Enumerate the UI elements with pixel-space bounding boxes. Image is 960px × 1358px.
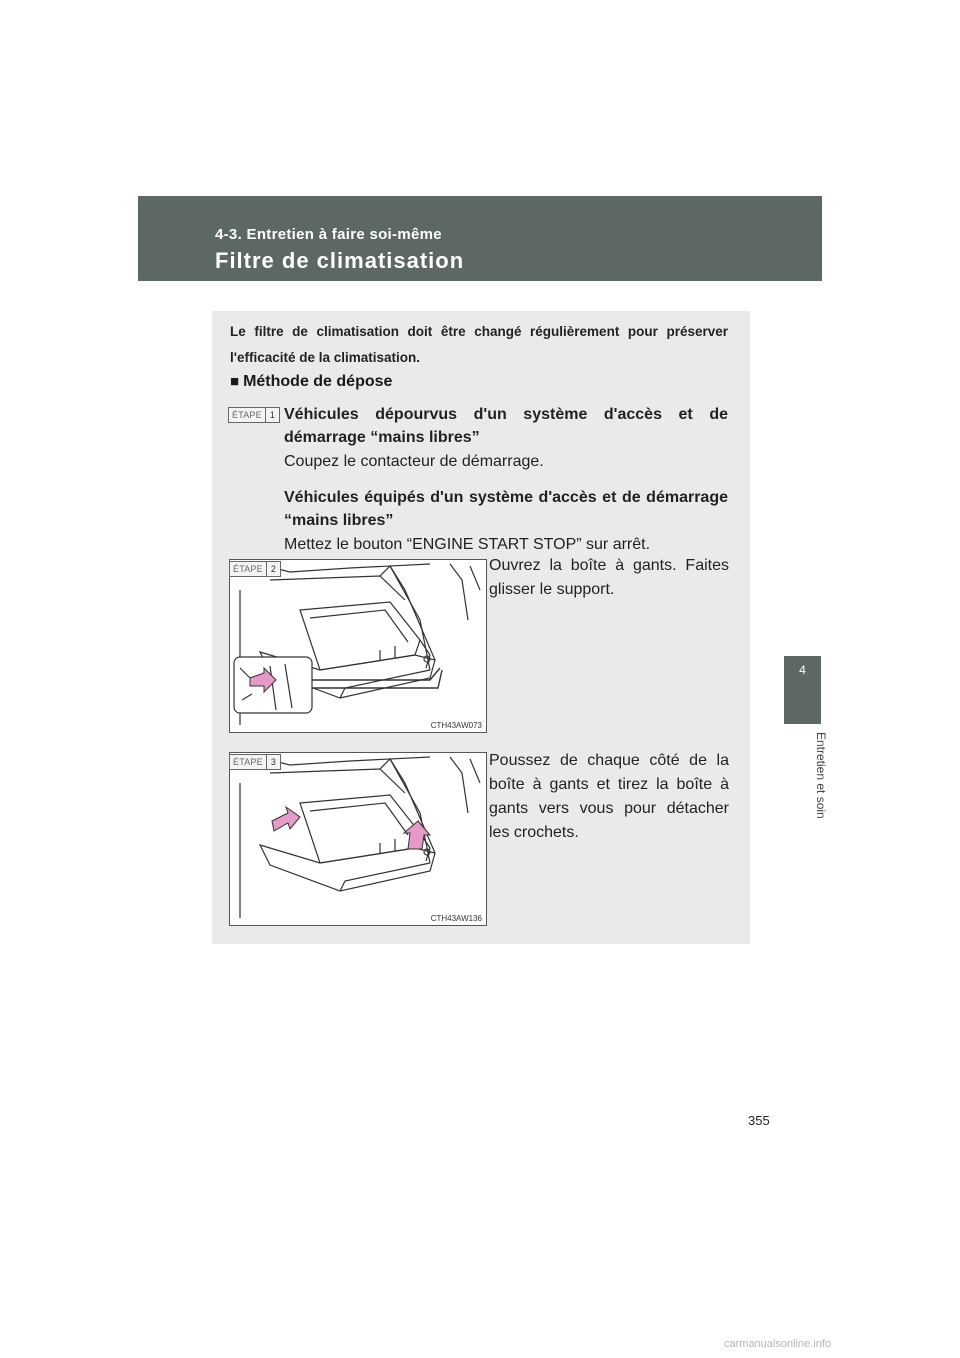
step-number: 3 (270, 757, 276, 767)
chapter-number: 4 (799, 663, 806, 677)
watermark[interactable]: carmanualsonline.info (724, 1338, 832, 1350)
step-word: ÉTAPE (230, 562, 267, 576)
section-label: 4-3. Entretien à faire soi-même (215, 226, 442, 243)
step-1-text (284, 403, 728, 557)
instruction-engine-stop: Mettez le bouton “ENGINE START STOP” sur arrêt. (284, 536, 651, 553)
page-number: 355 (748, 1113, 770, 1128)
step-badge-1 (228, 407, 280, 423)
step-2-illustration (229, 559, 487, 733)
chapter-tab[interactable] (784, 656, 821, 724)
intro-paragraph: Le filtre de climatisation doit être changé régulièrement pour préserver l'efficacité de la climatisation. (230, 324, 728, 365)
condition-with-smart-key: Véhicules équipés d'un système d'accès et de démarrage “mains libres” (284, 489, 728, 529)
glove-box-removal-drawing (230, 753, 486, 925)
page-title: Filtre de climatisation (215, 248, 465, 273)
figure-code: CTH43AW136 (430, 914, 482, 923)
condition-without-smart-key: Véhicules dépourvus d'un système d'accès et de démarrage “mains libres” (284, 406, 728, 446)
content-panel (212, 311, 750, 944)
push-left-arrow-icon (272, 807, 300, 831)
step-badge-2 (229, 561, 281, 577)
square-bullet-icon: ■ (230, 373, 240, 390)
step-badge-3 (229, 754, 281, 770)
step-word: ÉTAPE (229, 408, 266, 422)
glove-box-open-drawing (230, 560, 486, 732)
method-heading (230, 373, 392, 391)
step-3-text: Poussez de chaque côté de la boîte à gants et tirez la boîte à gants vers vous pour détacher les crochets. (489, 752, 729, 841)
chapter-tab-label: Entretien et soin (814, 732, 828, 819)
step-3-illustration (229, 752, 487, 926)
step-word: ÉTAPE (230, 755, 267, 769)
step-number: 1 (269, 410, 275, 420)
step-2-text: Ouvrez la boîte à gants. Faites glisser le support. (489, 557, 729, 598)
chapter-header (138, 196, 822, 281)
figure-code: CTH43AW073 (430, 721, 482, 730)
instruction-ignition-off: Coupez le contacteur de démarrage. (284, 453, 544, 470)
method-heading-text: Méthode de dépose (243, 373, 393, 390)
step-number: 2 (270, 564, 276, 574)
